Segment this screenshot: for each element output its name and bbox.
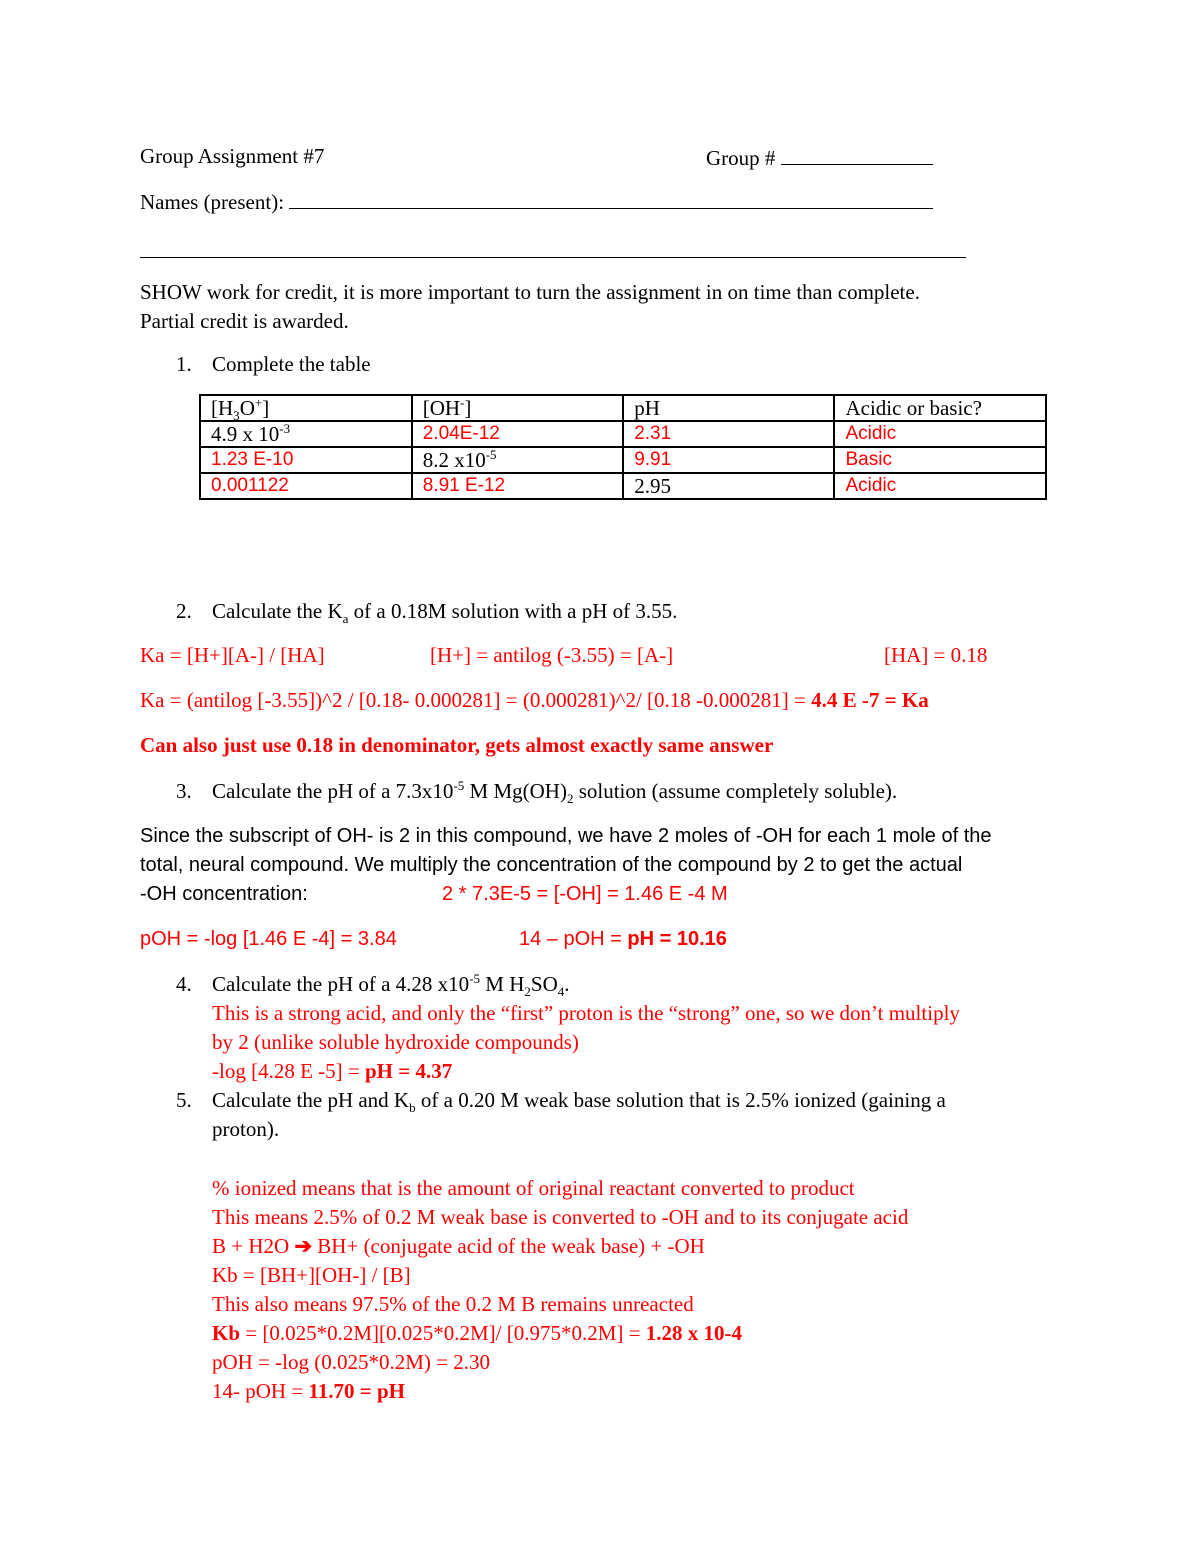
header-acidic-basic: Acidic or basic? [834, 395, 1046, 421]
arrow-icon: ➔ [294, 1234, 313, 1258]
q4-answer-line-3: -log [4.28 E -5] = pH = 4.37 [212, 1059, 453, 1083]
q3-oh-concentration: 2 * 7.3E-5 = [-OH] = 1.46 E -4 M [442, 883, 728, 905]
assignment-title: Group Assignment #7 [140, 144, 325, 168]
q2-answer-calculation: Ka = (antilog [-3.55])^2 / [0.18- 0.000281] = (0.000281)^2/ [0.18 -0.000281] = 4.4 E -7 = Ka [140, 688, 929, 712]
q5-answer-kb-value: Kb = [0.025*0.2M][0.025*0.2M]/ [0.975*0.2M] = 1.28 x 10-4 [212, 1321, 743, 1345]
group-number-blank[interactable] [781, 144, 933, 165]
q1-number: 1. [176, 352, 192, 376]
q4-prompt: Calculate the pH of a 4.28 $x10^{-5}$ M $H_2SO_4$. [212, 971, 570, 1000]
q4-number: 4. [176, 972, 192, 996]
q3-poh-calculation: pOH = -log [1.46 E -4] = 3.84 [140, 928, 397, 950]
q2-prompt: Calculate the $K_a$ of a 0.18M solution with a pH of 3.55. [212, 599, 678, 627]
cell-oh: 8.91 E-12 [412, 473, 623, 499]
q4-answer-line-2: by 2 (unlike soluble hydroxide compounds) [212, 1030, 579, 1054]
table-row [200, 421, 1046, 447]
q5-answer-line-5: This also means 97.5% of the 0.2 M B remains unreacted [212, 1292, 694, 1316]
q5-answer-line-2: This means 2.5% of 0.2 M weak base is converted to -OH and to its conjugate acid [212, 1205, 909, 1229]
ph-table [199, 394, 1047, 500]
group-number-field[interactable] [706, 144, 933, 171]
q3-ph-answer: 14 – pOH = pH = 10.16 [519, 928, 727, 950]
intro-line-1: SHOW work for credit, it is more important to turn the assignment in on time than complete. [140, 280, 920, 304]
q3-explanation-line-2: total, neural compound. We multiply the concentration of the compound by 2 to get the actual [140, 854, 963, 876]
cell-h3o: 0.001122 [200, 473, 412, 499]
q5-number: 5. [176, 1088, 192, 1112]
names-blank[interactable] [289, 188, 933, 209]
q2-answer-ha-concentration: [HA] = 0.18 [884, 643, 988, 667]
q2-answer-note: Can also just use 0.18 in denominator, gets almost exactly same answer [140, 733, 774, 757]
q3-number: 3. [176, 779, 192, 803]
names-field[interactable] [140, 188, 933, 215]
table-row [200, 447, 1046, 473]
q5-answer-poh: pOH = -log (0.025*0.2M) = 2.30 [212, 1350, 491, 1374]
cell-oh: 8.2 $x10^{-5}$ [412, 447, 623, 473]
cell-h3o: 4.9 x $10^{-3}$ [200, 421, 412, 447]
cell-type: Acidic [834, 473, 1046, 499]
q5-prompt-line-2: proton). [212, 1117, 280, 1141]
q3-explanation-line-3: -OH concentration: [140, 883, 308, 905]
q2-number: 2. [176, 599, 192, 623]
q5-answer-line-1: % ionized means that is the amount of original reactant converted to product [212, 1176, 855, 1200]
header-ph: pH [623, 395, 834, 421]
q3-prompt: Calculate the pH of a $7.3x10^{-5}$ M $Mg(OH)_2$ solution (assume completely soluble). [212, 778, 898, 807]
cell-oh: 2.04E-12 [412, 421, 623, 447]
table-header-row [200, 395, 1046, 421]
q3-explanation-line-1: Since the subscript of OH- is 2 in this compound, we have 2 moles of -OH for each 1 mole of the [140, 825, 992, 847]
cell-ph: 9.91 [623, 447, 834, 473]
q5-prompt-line-1: Calculate the pH and $K_b$ of a 0.20 M weak base solution that is 2.5% ionized (gaining a [212, 1088, 946, 1116]
q5-answer-kb-expression: Kb = [BH+][OH-] / [B] [212, 1263, 411, 1287]
q5-answer-reaction: B + H2O ➔ BH+ (conjugate acid of the weak base) + -OH [212, 1234, 705, 1258]
q2-answer-h-concentration: [H+] = antilog (-3.55) = [A-] [430, 643, 674, 667]
cell-type: Acidic [834, 421, 1046, 447]
q5-answer-ph: 14- pOH = 11.70 = pH [212, 1379, 405, 1403]
table-row [200, 473, 1046, 499]
header-oh: [OH-] [412, 395, 623, 421]
intro-line-2: Partial credit is awarded. [140, 309, 349, 333]
cell-type: Basic [834, 447, 1046, 473]
q2-answer-ka-expression: Ka = [H+][A-] / [HA] [140, 643, 325, 667]
cell-h3o: 1.23 E-10 [200, 447, 412, 473]
cell-ph: 2.95 [623, 473, 834, 499]
names-label: Names (present): [140, 190, 285, 214]
cell-ph: 2.31 [623, 421, 834, 447]
names-blank-line-2[interactable] [140, 256, 966, 258]
group-number-label: Group # [706, 146, 776, 170]
q4-answer-line-1: This is a strong acid, and only the “first” proton is the “strong” one, so we don’t multiply [212, 1001, 960, 1025]
header-h3o: $[H_3O^+]$ [200, 395, 412, 421]
q1-prompt: Complete the table [212, 352, 371, 376]
